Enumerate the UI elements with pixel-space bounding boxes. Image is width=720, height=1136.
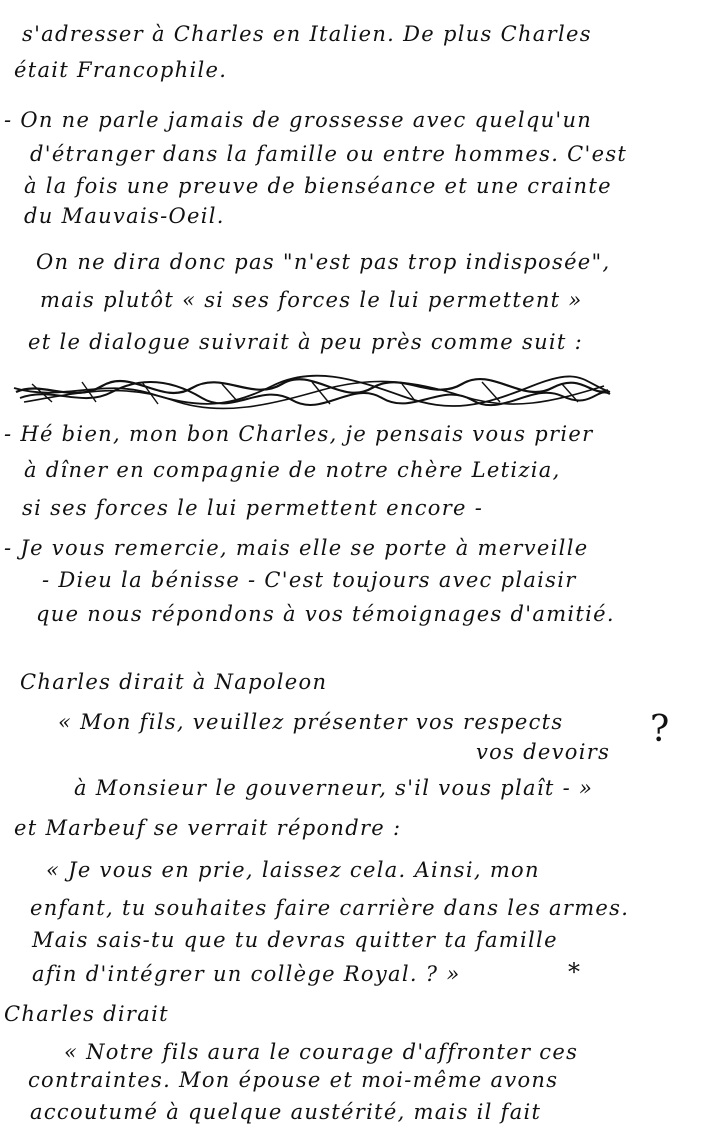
text-line: Charles dirait [4, 1002, 169, 1026]
text-line: afin d'intégrer un collège Royal. ? » [32, 962, 461, 986]
text-line: - Hé bien, mon bon Charles, je pensais vous prier [4, 422, 594, 446]
text-line: On ne dira donc pas "n'est pas trop indisposée", [36, 250, 611, 274]
text-line: s'adresser à Charles en Italien. De plus Charles [22, 22, 592, 46]
text-line: - On ne parle jamais de grossesse avec quelqu'un [4, 108, 593, 132]
text-line: d'étranger dans la famille ou entre hommes. C'est [30, 142, 628, 166]
text-line: du Mauvais-Oeil. [24, 204, 225, 228]
brace-mark: ? [650, 709, 670, 750]
text-line: mais plutôt « si ses forces le lui permettent » [40, 288, 583, 312]
text-line: Charles dirait à Napoleon [20, 670, 328, 694]
asterisk-mark: * [568, 958, 582, 986]
text-line: et le dialogue suivrait à peu près comme suit : [28, 330, 584, 354]
text-line: - Je vous remercie, mais elle se porte à merveille [4, 536, 589, 560]
text-line: que nous répondons à vos témoignages d'amitié. [36, 602, 615, 626]
text-line: à dîner en compagnie de notre chère Letizia, [24, 458, 561, 482]
text-line: était Francophile. [14, 58, 228, 82]
text-line: si ses forces le lui permettent encore - [22, 496, 484, 520]
text-line: à Monsieur le gouverneur, s'il vous plaît - » [74, 776, 594, 800]
text-line: accoutumé à quelque austérité, mais il fait [30, 1100, 542, 1124]
text-line: enfant, tu souhaites faire carrière dans les armes. [30, 896, 630, 920]
text-line: contraintes. Mon épouse et moi-même avons [28, 1068, 559, 1092]
text-line: et Marbeuf se verrait répondre : [14, 816, 402, 840]
text-line: - Dieu la bénisse - C'est toujours avec plaisir [42, 568, 577, 592]
crossed-out-scribble [12, 372, 612, 412]
text-line: « Mon fils, veuillez présenter vos respects [58, 710, 564, 734]
text-line: Mais sais-tu que tu devras quitter ta famille [32, 928, 558, 952]
text-line: vos devoirs [476, 740, 611, 764]
text-line: « Je vous en prie, laissez cela. Ainsi, mon [46, 858, 540, 882]
text-line: « Notre fils aura le courage d'affronter ces [64, 1040, 579, 1064]
text-line: à la fois une preuve de bienséance et une crainte [24, 174, 612, 198]
